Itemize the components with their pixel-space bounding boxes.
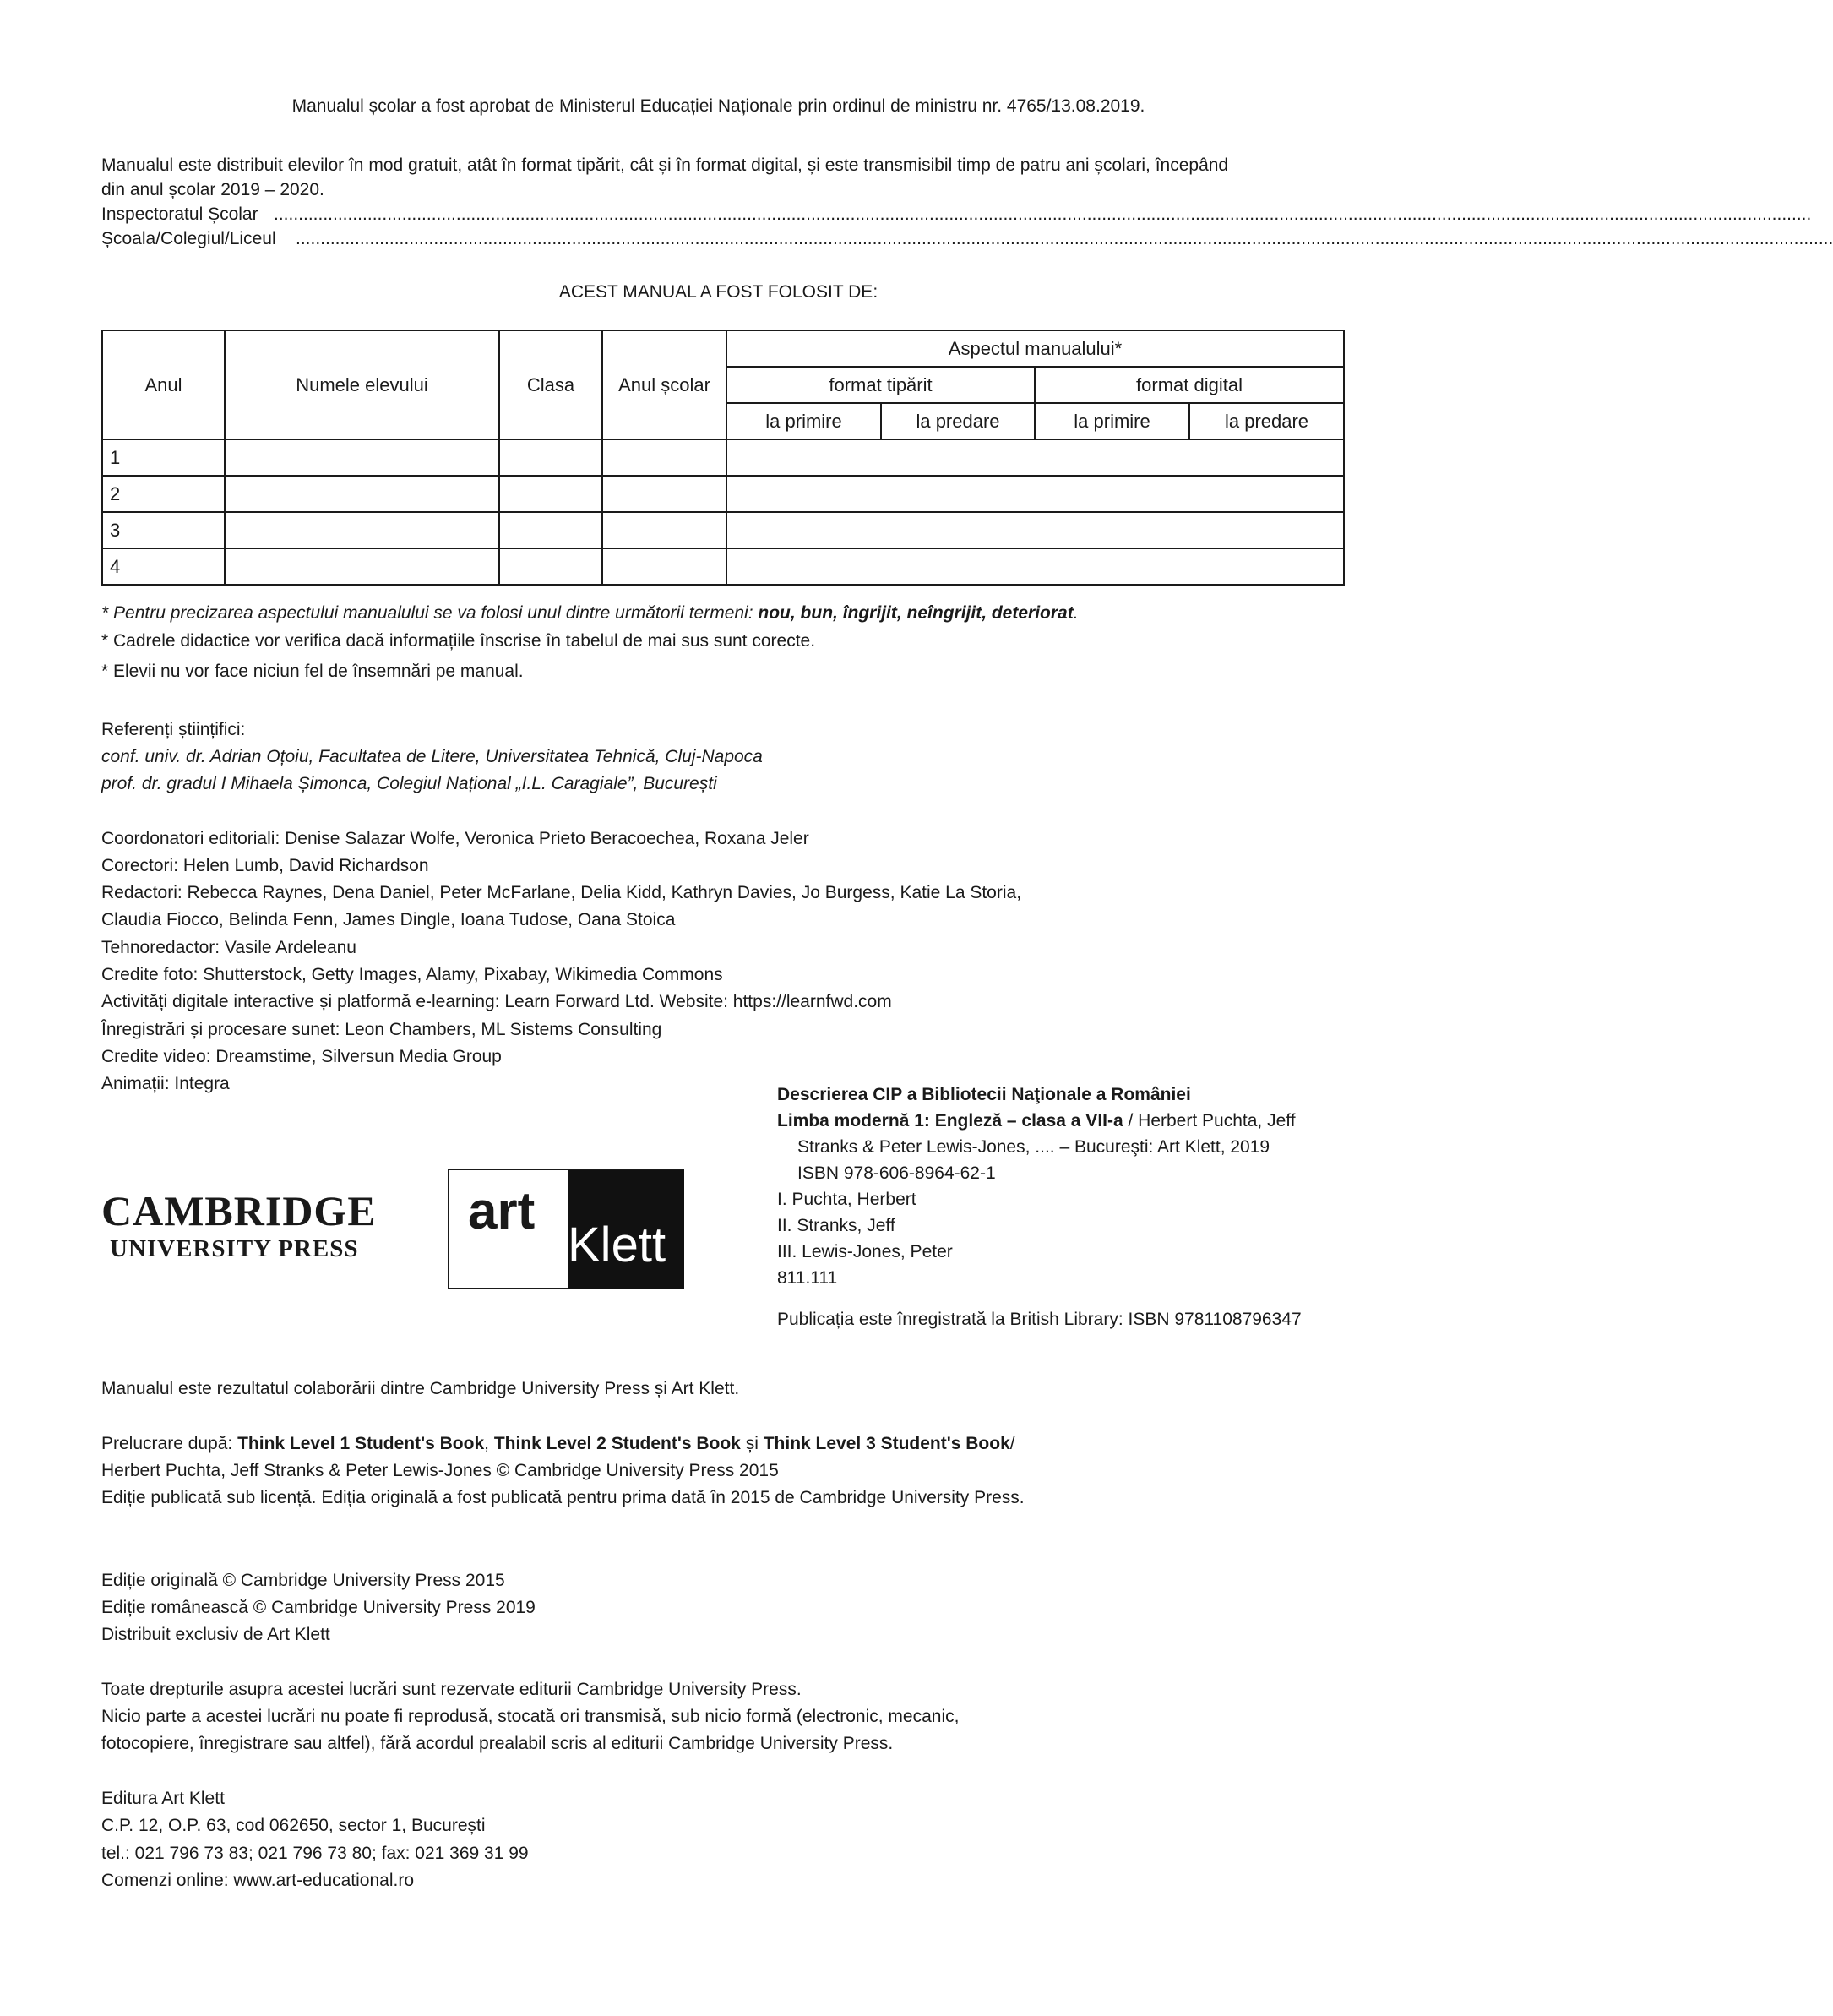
adaptation-book-2: Think Level 2 Student's Book xyxy=(493,1434,741,1453)
col-digital-header: format digital xyxy=(1035,367,1344,403)
row-number: 1 xyxy=(102,439,225,476)
school-year-cell[interactable] xyxy=(602,548,726,585)
school-year-cell[interactable] xyxy=(602,476,726,512)
distribution-text-line1: Manualul este distribuit elevilor în mod gratuit, atât în format tipărit, cât și în format digital, și este transmisibil timp de patru ani școlari, începând xyxy=(101,155,1229,175)
col-return-print: la predare xyxy=(881,403,1035,439)
credit-line: Înregistrări și procesare sunet: Leon Chambers, ML Sistems Consulting xyxy=(101,1020,662,1039)
school-label: Școala/Colegiul/Liceul xyxy=(101,229,276,248)
distribution-text-line2: din anul școlar 2019 – 2020. xyxy=(101,180,324,199)
adaptation-sep: și xyxy=(740,1434,764,1453)
credit-line: Credite video: Dreamstime, Silversun Media Group xyxy=(101,1047,502,1066)
art-klett-logo-art: art xyxy=(468,1182,536,1240)
aspect-cell[interactable] xyxy=(726,548,1344,585)
aspect-cell[interactable] xyxy=(726,439,1344,476)
col-school-year-header: Anul școlar xyxy=(602,330,726,439)
cip-author: I. Puchta, Herbert xyxy=(777,1190,916,1209)
note-students: * Elevii nu vor face niciun fel de însemnări pe manual. xyxy=(101,662,524,681)
art-klett-logo-block xyxy=(568,1170,684,1289)
col-aspect-header: Aspectul manualului* xyxy=(726,330,1344,367)
credit-line: Redactori: Rebecca Raynes, Dena Daniel, Peter McFarlane, Delia Kidd, Kathryn Davies, Jo Burgess, Katie La Storia, xyxy=(101,883,1022,902)
cip-heading: Descrierea CIP a Bibliotecii Naţionale a României xyxy=(777,1085,1191,1104)
row-number: 2 xyxy=(102,476,225,512)
usage-table xyxy=(101,330,1345,586)
inspectorate-blank: ........................................................................................................................................................................................................................................................................................................................ xyxy=(274,204,1812,224)
cip-title-rest: / Herbert Puchta, Jeff xyxy=(1123,1111,1296,1131)
edition-line: Distribuit exclusiv de Art Klett xyxy=(101,1625,330,1644)
credit-line: Animații: Integra xyxy=(101,1074,230,1093)
credit-line: Coordonatori editoriali: Denise Salazar Wolfe, Veronica Prieto Beracoechea, Roxana Jeler xyxy=(101,829,809,848)
cip-author: III. Lewis-Jones, Peter xyxy=(777,1242,953,1261)
credit-line: Credite foto: Shutterstock, Getty Images, Alamy, Pixabay, Wikimedia Commons xyxy=(101,965,723,984)
cip-title-bold: Limba modernă 1: Engleză – clasa a VII-a xyxy=(777,1111,1123,1131)
student-name-cell[interactable] xyxy=(225,548,499,585)
referee-1: conf. univ. dr. Adrian Oțoiu, Facultatea de Litere, Universitatea Tehnică, Cluj-Napoca xyxy=(101,747,763,766)
student-name-cell[interactable] xyxy=(225,476,499,512)
approval-text: Manualul școlar a fost aprobat de Ministerul Educației Naționale prin ordinul de ministru nr. 4765/13.08.2019. xyxy=(291,96,1145,116)
cip-code: 811.111 xyxy=(777,1268,838,1288)
note-aspect-terms xyxy=(101,600,1079,627)
row-number: 4 xyxy=(102,548,225,585)
table-header-row xyxy=(102,330,1344,367)
credit-line: Activități digitale interactive și platformă e-learning: Learn Forward Ltd. Website: https://learnfwd.com xyxy=(101,992,892,1011)
note-teachers: * Cadrele didactice vor verifica dacă informațiile înscrise în tabelul de mai sus sunt corecte. xyxy=(101,631,816,651)
adaptation-line1 xyxy=(101,1430,1015,1458)
class-cell[interactable] xyxy=(499,512,602,548)
note-aspect-suffix: . xyxy=(1073,603,1079,623)
col-receive-digital: la primire xyxy=(1035,403,1189,439)
adaptation-prefix: Prelucrare după: xyxy=(101,1434,238,1453)
edition-line: Ediție românească © Cambridge University Press 2019 xyxy=(101,1598,536,1617)
usage-title: ACEST MANUAL A FOST FOLOSIT DE: xyxy=(558,282,878,302)
col-class-header: Clasa xyxy=(499,330,602,439)
british-library-note: Publicația este înregistrată la British Library: ISBN 9781108796347 xyxy=(777,1310,1302,1329)
adaptation-book-3: Think Level 3 Student's Book xyxy=(763,1434,1010,1453)
note-aspect-prefix: * Pentru precizarea aspectului manualului se va folosi unul dintre următorii termeni: xyxy=(101,603,759,623)
cip-line: Stranks & Peter Lewis-Jones, .... – Bucureşti: Art Klett, 2019 xyxy=(797,1137,1270,1157)
class-cell[interactable] xyxy=(499,548,602,585)
collaboration-text: Manualul este rezultatul colaborării dintre Cambridge University Press și Art Klett. xyxy=(101,1379,740,1398)
adaptation-line2: Herbert Puchta, Jeff Stranks & Peter Lewis-Jones © Cambridge University Press 2015 xyxy=(101,1461,779,1480)
school-year-cell[interactable] xyxy=(602,512,726,548)
cambridge-logo-line2: UNIVERSITY PRESS xyxy=(110,1235,359,1262)
row-number: 3 xyxy=(102,512,225,548)
class-cell[interactable] xyxy=(499,439,602,476)
publisher-website[interactable]: Comenzi online: www.art-educational.ro xyxy=(101,1871,415,1890)
publisher-line: Editura Art Klett xyxy=(101,1789,225,1808)
col-receive-print: la primire xyxy=(726,403,881,439)
col-student-header: Numele elevului xyxy=(225,330,499,439)
referee-2: prof. dr. gradul I Mihaela Șimonca, Colegiul Național „I.L. Caragiale”, București xyxy=(101,774,717,793)
publisher-line: tel.: 021 796 73 83; 021 796 73 80; fax: 021 369 31 99 xyxy=(101,1844,529,1863)
note-aspect-terms-list: nou, bun, îngrijit, neîngrijit, deteriorat xyxy=(758,603,1074,623)
table-row xyxy=(102,548,1344,585)
cip-title xyxy=(777,1108,1302,1134)
col-return-digital: la predare xyxy=(1189,403,1344,439)
credit-line: Corectori: Helen Lumb, David Richardson xyxy=(101,856,429,875)
aspect-cell[interactable] xyxy=(726,476,1344,512)
referees-label: Referenți științifici: xyxy=(101,720,246,739)
rights-line: fotocopiere, înregistrare sau altfel), fără acordul prealabil scris al editurii Cambridge University Press. xyxy=(101,1734,894,1753)
art-klett-logo xyxy=(448,1169,684,1289)
class-cell[interactable] xyxy=(499,476,602,512)
aspect-cell[interactable] xyxy=(726,512,1344,548)
rights-line: Toate drepturile asupra acestei lucrări sunt rezervate editurii Cambridge University Press. xyxy=(101,1680,802,1699)
rights-line: Nicio parte a acestei lucrări nu poate fi reprodusă, stocată ori transmisă, sub nicio formă (electronic, mecanic, xyxy=(101,1707,960,1726)
cip-isbn: ISBN 978-606-8964-62-1 xyxy=(797,1163,996,1183)
publisher-line: C.P. 12, O.P. 63, cod 062650, sector 1, București xyxy=(101,1816,486,1835)
school-blank: ........................................................................................................................................................................................................................................................................................................................ xyxy=(296,229,1833,248)
adaptation-sep: / xyxy=(1009,1434,1015,1453)
cambridge-logo-line1: CAMBRIDGE xyxy=(101,1187,377,1234)
inspectorate-label: Inspectoratul Școlar xyxy=(101,204,258,224)
school-year-cell[interactable] xyxy=(602,439,726,476)
cip-author: II. Stranks, Jeff xyxy=(777,1216,895,1235)
adaptation-book-1: Think Level 1 Student's Book xyxy=(237,1434,485,1453)
table-row xyxy=(102,476,1344,512)
col-year-header: Anul xyxy=(102,330,225,439)
cambridge-logo xyxy=(101,1187,405,1263)
student-name-cell[interactable] xyxy=(225,512,499,548)
col-print-header: format tipărit xyxy=(726,367,1035,403)
credit-line: Claudia Fiocco, Belinda Fenn, James Dingle, Ioana Tudose, Oana Stoica xyxy=(101,910,676,929)
table-row xyxy=(102,439,1344,476)
art-klett-logo-klett: Klett xyxy=(568,1218,666,1272)
edition-line: Ediție originală © Cambridge University Press 2015 xyxy=(101,1571,505,1590)
table-row xyxy=(102,512,1344,548)
adaptation-sep: , xyxy=(484,1434,494,1453)
cip-description xyxy=(777,1082,1302,1332)
adaptation-line3: Ediție publicată sub licență. Ediția originală a fost publicată pentru prima dată în 2015 de Cambridge University Press. xyxy=(101,1488,1025,1507)
credit-line: Tehnoredactor: Vasile Ardeleanu xyxy=(101,938,356,957)
student-name-cell[interactable] xyxy=(225,439,499,476)
